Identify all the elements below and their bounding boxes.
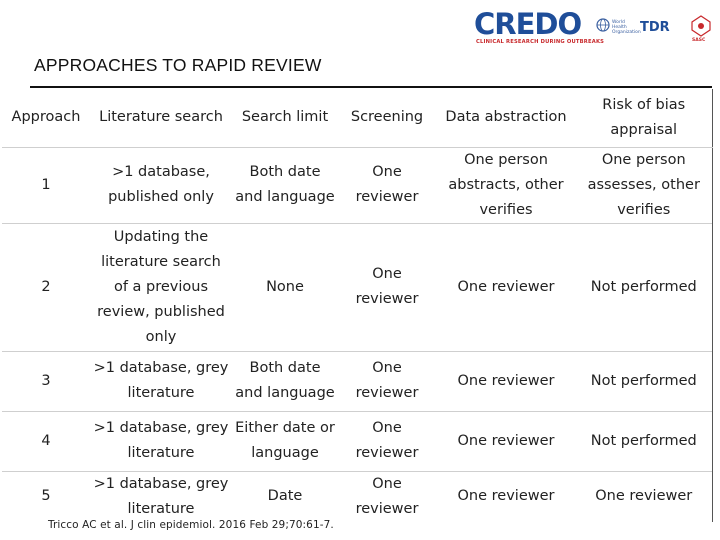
cell-search-limit: Either date or language (232, 411, 338, 471)
credo-wordmark: CREDO (474, 7, 582, 41)
partner-logos (596, 14, 714, 44)
cell-screening: One reviewer (338, 471, 436, 522)
cell-risk-of-bias: Not performed (576, 223, 712, 351)
cell-literature-search: >1 database, grey literature (90, 351, 232, 411)
header-search-limit: Search limit (232, 89, 338, 147)
cell-screening: One reviewer (338, 411, 436, 471)
cell-literature-search: >1 database, grey literature (90, 411, 232, 471)
header-data-abstraction: Data abstraction (436, 89, 576, 147)
cell-risk-of-bias: Not performed (576, 351, 712, 411)
cell-literature-search: >1 database, grey literature (90, 471, 232, 522)
cell-literature-search: Updating the literature search of a previous review, published only (90, 223, 232, 351)
cell-approach: 1 (2, 147, 90, 223)
cell-search-limit: Both date and language (232, 147, 338, 223)
table-row (2, 147, 712, 223)
cell-data-abstraction: One reviewer (436, 411, 576, 471)
cell-screening: One reviewer (338, 147, 436, 223)
cell-data-abstraction: One reviewer (436, 351, 576, 411)
cell-screening: One reviewer (338, 351, 436, 411)
header-literature-search: Literature search (90, 89, 232, 147)
header-risk-of-bias: Risk of bias appraisal (576, 89, 712, 147)
partner-sasc-text: SASC (692, 38, 706, 43)
citation: Tricco AC et al. J clin epidemiol. 2016 Feb 29;70:61-7. (48, 519, 334, 531)
cell-approach: 5 (2, 471, 90, 522)
cell-search-limit: Date (232, 471, 338, 522)
table-row (2, 471, 712, 522)
header-screening: Screening (338, 89, 436, 147)
header-approach: Approach (2, 89, 90, 147)
credo-logo (472, 8, 714, 50)
cell-literature-search: >1 database, published only (90, 147, 232, 223)
cell-approach: 4 (2, 411, 90, 471)
approaches-table (2, 89, 713, 522)
cell-search-limit: None (232, 223, 338, 351)
title-divider (30, 86, 712, 88)
cell-data-abstraction: One reviewer (436, 471, 576, 522)
cell-approach: 2 (2, 223, 90, 351)
cell-risk-of-bias: One person assesses, other verifies (576, 147, 712, 223)
globe-icon (596, 18, 610, 32)
cell-data-abstraction: One person abstracts, other verifies (436, 147, 576, 223)
sasc-emblem-icon (690, 14, 712, 38)
page-title: APPROACHES TO RAPID REVIEW (34, 55, 322, 75)
table-row (2, 351, 712, 411)
partner-who-text: World Health Organization (612, 20, 641, 35)
table-row (2, 411, 712, 471)
cell-screening: One reviewer (338, 223, 436, 351)
cell-risk-of-bias: One reviewer (576, 471, 712, 522)
table-row (2, 223, 712, 351)
table-header-row (2, 89, 712, 147)
partner-tdr: TDR (640, 20, 670, 35)
cell-risk-of-bias: Not performed (576, 411, 712, 471)
cell-search-limit: Both date and language (232, 351, 338, 411)
credo-tagline: CLINICAL RESEARCH DURING OUTBREAKS (476, 39, 605, 45)
cell-approach: 3 (2, 351, 90, 411)
cell-data-abstraction: One reviewer (436, 223, 576, 351)
